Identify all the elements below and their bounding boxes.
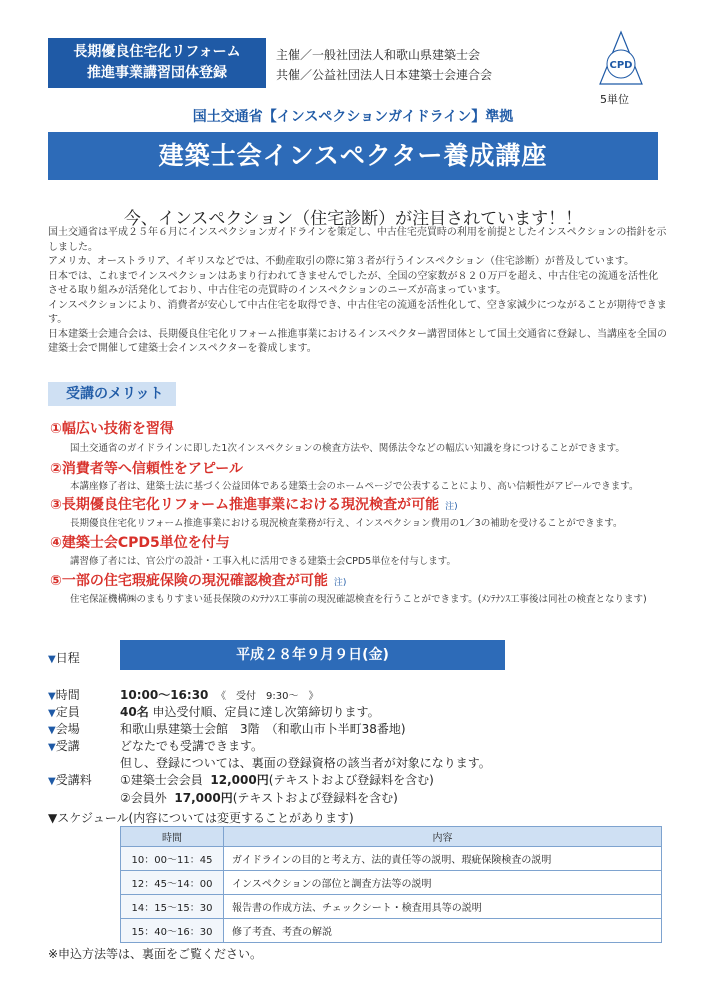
fee-label: ▼受講料 xyxy=(48,773,92,787)
merit-title: ③長期優良住宅化リフォーム推進事業における現況検査が可能 注) xyxy=(50,497,458,513)
row-content: 修了考査、考査の解説 xyxy=(224,919,662,943)
merit-title: ④建築士会CPD5単位を付与 xyxy=(50,535,230,551)
time-value: 10:00～16:30 《 受付 9:30～ 》 xyxy=(120,688,319,702)
eligibility-label: ▼受講 xyxy=(48,739,80,753)
merits-heading: 受講のメリット xyxy=(48,382,176,406)
footnote: ※申込方法等は、裏面をご覧ください。 xyxy=(48,947,263,961)
row-time: 15：40～16：30 xyxy=(121,919,224,943)
badge-line2: 推進事業講習団体登録 xyxy=(87,65,227,81)
row-time: 12：45～14：00 xyxy=(121,871,224,895)
program-badge xyxy=(48,38,266,88)
table-row xyxy=(121,895,662,919)
row-time: 10：00～11：45 xyxy=(121,847,224,871)
intro-paragraph: 国土交通省は平成２５年６月にインスペクションガイドラインを策定し、中古住宅売買時の利用を前提としたインスペクションの指針を示しました。 xyxy=(48,227,667,253)
cpd-units: 5単位 xyxy=(600,93,629,106)
intro-paragraph: 日本建築士会連合会は、長期優良住宅化リフォーム推進事業におけるインスペクター講習団体として国土交通省に登録し、当講座を全国の建築士会で開催して建築士会インスペクターを養成します。 xyxy=(48,328,667,354)
cpd-logo-icon xyxy=(598,30,644,86)
merit-desc: 講習修了者には、官公庁の設計・工事入札に活用できる建築士会CPD5単位を付与します。 xyxy=(70,556,456,567)
venue-label: ▼会場 xyxy=(48,722,80,736)
capacity-value: 40名 申込受付順、定員に達し次第締切ります。 xyxy=(120,705,380,719)
merit-title: ①幅広い技術を習得 xyxy=(50,421,174,437)
row-content: ガイドラインの目的と考え方、法的責任等の説明、瑕疵保険検査の説明 xyxy=(224,847,662,871)
merit-desc: 長期優良住宅化リフォーム推進事業における現況検査業務が行え、インスペクション費用の1／3の補助を受けることができます。 xyxy=(70,518,623,529)
intro-paragraph: アメリカ、オーストラリア、イギリスなどでは、不動産取引の際に第３者が行うインスペクション（住宅診断）が普及しています。 xyxy=(48,256,635,267)
merit-title: ②消費者等へ信頼性をアピール xyxy=(50,461,244,477)
host-org: 主催／一般社団法人和歌山県建築士会 xyxy=(276,48,481,62)
main-title: 建築士会インスペクター養成講座 xyxy=(48,132,658,180)
row-content: 報告書の作成方法、チェックシート・検査用具等の説明 xyxy=(224,895,662,919)
cpd-logo-text: CPD xyxy=(609,60,633,71)
fee-member: ①建築士会会員 12,000円(テキストおよび登録料を含む) xyxy=(120,773,434,787)
intro-paragraph: インスペクションにより、消費者が安心して中古住宅を取得でき、中古住宅の流通を活性化して、空き家減少につながることが期待できます。 xyxy=(48,299,667,325)
merit-title: ⑤一部の住宅瑕疵保険の現況確認検査が可能 注) xyxy=(50,573,347,589)
eligibility-line2: 但し、登録については、裏面の登録資格の該当者が対象になります。 xyxy=(120,756,491,770)
fee-nonmember: ②会員外 17,000円(テキストおよび登録料を含む) xyxy=(120,791,398,805)
time-label: ▼時間 xyxy=(48,688,80,702)
merit-desc: 本講座修了者は、建築士法に基づく公益団体である建築士会のホームページで公表することにより、高い信頼性がアピールできます。 xyxy=(70,481,639,492)
capacity-label: ▼定員 xyxy=(48,705,80,719)
intro-text xyxy=(48,226,668,357)
cohost-org: 共催／公益社団法人日本建築士会連合会 xyxy=(276,68,493,82)
timetable-header-time: 時間 xyxy=(121,827,224,847)
badge-line1: 長期優良住宅化リフォーム xyxy=(73,44,241,60)
eligibility-line1: どなたでも受講できます。 xyxy=(120,739,264,753)
date-label: ▼日程 xyxy=(48,651,80,665)
merit-desc: 国土交通省のガイドラインに即した1次インスペクションの検査方法や、関係法令などの幅広い知識を身につけることができます。 xyxy=(70,443,625,454)
merit-note: 注) xyxy=(445,502,458,512)
venue-value: 和歌山県建築士会館 3階 （和歌山市卜半町38番地) xyxy=(120,722,406,736)
guideline-line: 国土交通省【インスペクションガイドライン】準拠 xyxy=(192,109,514,125)
table-row xyxy=(121,871,662,895)
merit-note: 注) xyxy=(333,578,347,588)
merit-desc: 住宅保証機構㈱のまもりすまい延長保険のﾒﾝﾃﾅﾝｽ工事前の現況確認検査を行うことができます。(ﾒﾝﾃﾅﾝｽ工事後は同社の検査となります) xyxy=(70,594,647,605)
row-content: インスペクションの部位と調査方法等の説明 xyxy=(224,871,662,895)
date-value: 平成２８年９月９日(金) xyxy=(120,640,505,670)
table-row xyxy=(121,847,662,871)
timetable-header-content: 内容 xyxy=(224,827,662,847)
timetable xyxy=(120,826,662,943)
row-time: 14：15～15：30 xyxy=(121,895,224,919)
table-row xyxy=(121,919,662,943)
timetable-title: ▼スケジュール(内容については変更することがあります) xyxy=(48,811,354,825)
intro-paragraph: 日本では、これまでインスペクションはあまり行われてきませんでしたが、全国の空家数が８２０万戸を超え、中古住宅の流通を活性化させる取り組みが活発化しており、中古住宅の売買時のインスペクションのニーズが高まっています。 xyxy=(48,270,659,296)
headline: 今、インスペクション（住宅診断）が注目されています！！ xyxy=(123,209,583,229)
